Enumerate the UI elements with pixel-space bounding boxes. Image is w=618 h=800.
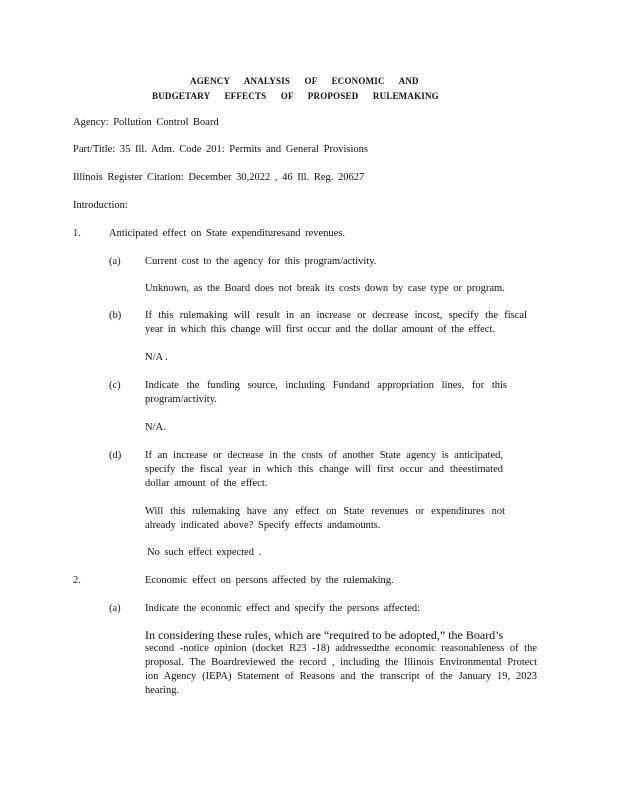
item-1d-question: Will this rulemaking have any effect on State revenues or expenditures not already indicated above? Specify effects andamounts. <box>145 506 505 531</box>
item-1b-text: If this rulemaking will result in an increase or decrease incost, specify the fiscal year in which this change will first occur and the dollar amount of the effect. <box>145 310 527 335</box>
item-2a-text: Indicate the economic effect and specify the persons affected: <box>145 603 421 614</box>
item-2a-answer-lead: In considering these rules, which are “required to be adopted,” the Board’s <box>145 628 504 642</box>
item-1c-text: Indicate the funding source, including Fundand appropriation lines, for this program/activity. <box>145 380 507 405</box>
introduction-label: Introduction: <box>73 200 128 211</box>
item-1c-label: (c) <box>109 380 121 391</box>
section-2-number: 2. <box>73 575 81 586</box>
part-title-line: Part/Title: 35 Ill. Adm. Code 201: Permits and General Provisions <box>73 144 368 155</box>
item-1b-label: (b) <box>109 310 122 321</box>
agency-line: Agency: Pollution Control Board <box>73 117 219 128</box>
item-1a-label: (a) <box>109 256 121 267</box>
item-1d-text: If an increase or decrease in the costs of another State agency is anticipated, specify the fiscal year in which this change will first occur and theestimated dollar amount of the effect. <box>145 450 503 489</box>
section-1-heading: Anticipated effect on State expendituresand revenues. <box>109 228 346 239</box>
item-2a-label: (a) <box>109 603 121 614</box>
title-line-2: BUDGETARY EFFECTS OF PROPOSED RULEMAKING <box>152 91 439 101</box>
item-1a-answer: Unknown, as the Board does not break its costs down by case type or program. <box>145 283 505 294</box>
title-line-1: AGENCY ANALYSIS OF ECONOMIC AND <box>190 76 419 86</box>
register-citation-line: Illinois Register Citation: December 30,2022 , 46 Ill. Reg. 20627 <box>73 172 365 183</box>
item-1b-answer: N/A . <box>145 352 168 363</box>
section-2-heading: Economic effect on persons affected by the rulemaking. <box>145 575 394 586</box>
section-1-number: 1. <box>73 228 81 239</box>
item-1c-answer: N/A. <box>145 422 166 433</box>
item-2a-answer <box>145 628 537 698</box>
item-1a-text: Current cost to the agency for this program/activity. <box>145 256 377 267</box>
item-1d-label: (d) <box>109 450 122 461</box>
item-2a-answer-rest: second -notice opinion (docket R23 -18) addressedthe economic reasonableness of the proposal. The Boardreviewed the record , including the Illinois Environmental Protect ion Agency (IEPA) Statement of Reasons and the transcript of the January 19, 2023 hearing. <box>145 643 537 696</box>
item-1d-answer: No such effect expected . <box>147 547 262 558</box>
